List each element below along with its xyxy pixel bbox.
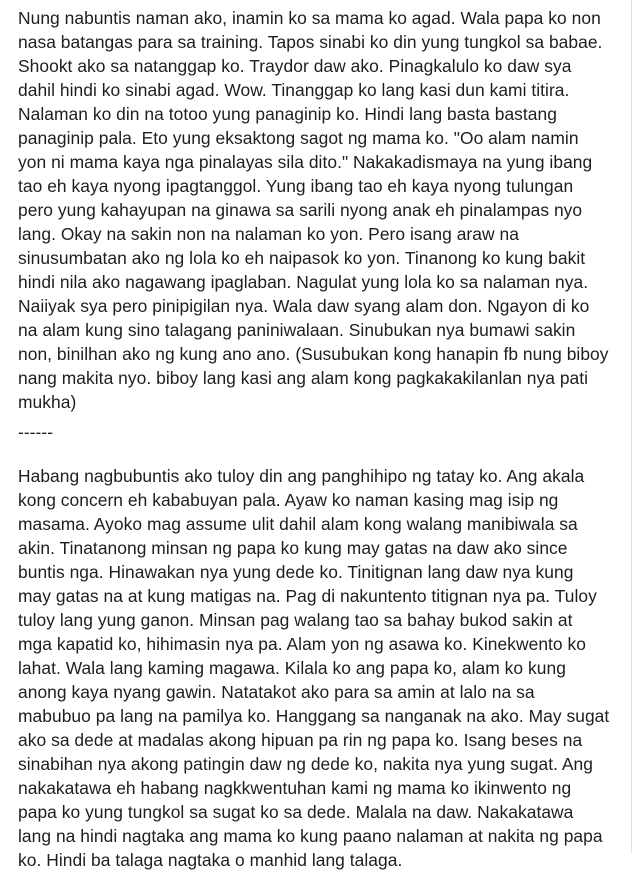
post-line: dahil hindi ko sinabi agad. Wow. Tinanggap ko lang kasi dun kami titira. [18,80,570,100]
post-line: papa ko yung tungkol sa sugat ko sa dede. Malala na daw. Nakakatawa [18,802,574,822]
post-line: tao eh kaya nyong ipagtanggol. Yung ibang tao eh kaya nyong tulungan [18,176,574,196]
post-line: sinusumbatan ako ng lola ko eh naipasok ko yon. Tinanong ko kung bakit [18,248,586,268]
post-line: Nung nabuntis naman ako, inamin ko sa mama ko agad. Wala papa ko non [18,8,601,28]
post-line: mabubuo pa lang na pamilya ko. Hanggang sa nanganak na ako. May sugat [18,706,610,726]
post-line: lahat. Wala lang kaming magawa. Kilala ko ang papa ko, alam ko kung [18,658,566,678]
post-line: ako sa dede at madalas akong hipuan pa rin ng papa ko. Isang beses na [18,730,583,750]
post-paragraph-2 [18,464,618,872]
post-line: nang makita nyo. biboy lang kasi ang alam kong pagkakakilanlan nya pati [18,368,589,388]
post-line: kong concern eh kababuyan pala. Ayaw ko naman kasing mag isip ng [18,490,559,510]
post-line: na alam kung sino talagang paniniwalaan. Sinubukan nya bumawi sakin [18,320,576,340]
post-line: lang. Okay na sakin non na nalaman ko yon. Pero isang araw na [18,224,519,244]
post-line: may gatas na at kung matigas na. Pag di nakuntento titignan nya pa. Tuloy [18,586,597,606]
post-line: Habang nagbubuntis ako tuloy din ang panghihipo ng tatay ko. Ang akala [18,466,585,486]
post-line: nakakatawa eh habang nagkkwentuhan kami ng mama ko ikinwento ng [18,778,572,798]
post-line: non, binilhan ako ng kung ano ano. (Susubukan kong hanapin fb nung biboy [18,344,609,364]
post-paragraph-1 [18,6,618,414]
post-line: yon ni mama kaya nga pinalayas sila dito." Nakakadismaya na yung ibang [18,152,593,172]
section-divider: ------ [18,422,54,442]
post-line: mukha) [18,392,77,412]
post-line: Nalaman ko din na totoo yung panaginip ko. Hindi lang basta bastang [18,104,557,124]
post-line: Naiiyak sya pero pinipigilan nya. Wala daw syang alam don. Ngayon di ko [18,296,590,316]
post-line: panaginip pala. Eto yung eksaktong sagot ng mama ko. "Oo alam namin [18,128,579,148]
post-line: mga kapatid ko, hihimasin nya pa. Alam yon ng asawa ko. Kinekwento ko [18,634,586,654]
post-line: anong kaya nyang gawin. Natatakot ako para sa amin at lalo na sa [18,682,535,702]
post-line: akin. Tinatanong minsan ng papa ko kung may gatas na daw ako since [18,538,568,558]
post-line: nasa batangas para sa training. Tapos sinabi ko din yung tungkol sa babae. [18,32,603,52]
post-line: lang na hindi nagtaka ang mama ko kung paano nalaman at nakita ng papa [18,826,603,846]
post-line: tuloy lang yung ganon. Minsan pag walang tao sa bahay bukod sakin at [18,610,573,630]
post-line: pero yung kahayupan na ginawa sa sarili nyong anak eh pinalampas nyo [18,200,583,220]
post-line: sinabihan nya akong patingin daw ng dede ko, nakita nya yung sugat. Ang [18,754,593,774]
post-line: Shookt ako sa natanggap ko. Traydor daw ako. Pinagkalulo ko daw sya [18,56,572,76]
post-body [18,6,618,872]
post-line: buntis nga. Hinawakan nya yung dede ko. Tinitignan lang daw nya kung [18,562,574,582]
post-line: masama. Ayoko mag assume ulit dahil alam kong walang manibiwala sa [18,514,578,534]
post-line: hindi nila ako nagawang ipaglaban. Nagulat yung lola ko sa nalaman nya. [18,272,589,292]
post-line: ko. Hindi ba talaga nagtaka o manhid lang talaga. [18,850,403,870]
